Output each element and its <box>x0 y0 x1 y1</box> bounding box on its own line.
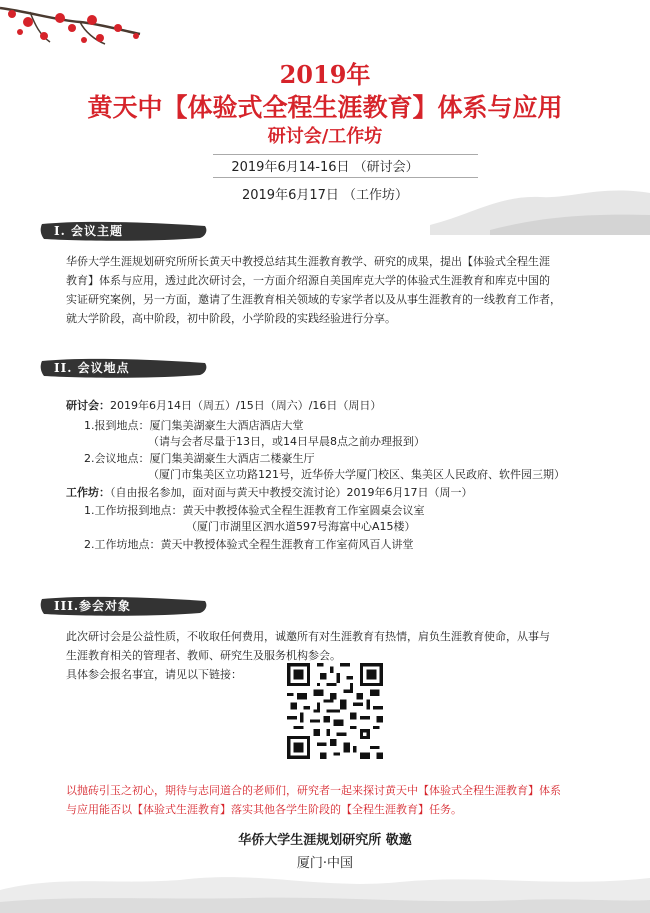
signature: 华侨大学生涯规划研究所 敬邀 <box>238 833 412 848</box>
paragraph-line: 生涯教育相关的管理者、教师、研究生及服务机构参会。 <box>66 649 341 662</box>
seminar-label: 研讨会： <box>66 399 110 412</box>
section-heading-3 <box>40 595 210 617</box>
workshop-date: 2019年6月17日 （工作坊） <box>241 188 409 203</box>
section-heading-label: II. 会议地点 <box>54 361 130 375</box>
paragraph-line: 华侨大学生涯规划研究所所长黄天中教授总结其生涯教育教学、研究的成果，提出【体验式全程生涯 <box>66 255 550 268</box>
section-heading-1 <box>40 220 210 242</box>
mountain-ink-decoration-bottom <box>0 840 650 913</box>
sub-title: 研讨会/工作坊 <box>267 126 383 147</box>
workshop-label: 工作坊： <box>66 486 110 499</box>
location: 厦门·中国 <box>296 856 354 871</box>
seminar-venue: 2.会议地点：厦门集美湖豪生大酒店二楼豪生厅 <box>84 452 315 465</box>
qr-code[interactable] <box>287 663 383 759</box>
section-heading-label: III.参会对象 <box>54 599 132 613</box>
workshop-line <box>66 485 473 501</box>
section-heading-label: I. 会议主题 <box>54 224 123 238</box>
seminar-date: 2019年6月14-16日 （研讨会） <box>231 160 419 175</box>
seminar-venue-note: （厦门市集美区立功路121号，近华侨大学厦门校区、集美区人民政府、软件园三期） <box>148 468 565 481</box>
workshop-desc: （自由报名参加，面对面与黄天中教授交流讨论）2019年6月17日（周一） <box>110 486 473 499</box>
paragraph-line: 就大学阶段，高中阶段，初中阶段，小学阶段的实践经验进行分享。 <box>66 312 396 325</box>
divider <box>213 177 478 178</box>
seminar-checkin: 1.报到地点：厦门集美湖豪生大酒店酒店大堂 <box>84 419 304 432</box>
section-heading-2 <box>40 357 210 379</box>
workshop-checkin: 1.工作坊报到地点：黄天中教授体验式全程生涯教育工作室圆桌会议室 <box>84 504 425 517</box>
main-title: 黄天中【体验式全程生涯教育】体系与应用 <box>87 93 563 122</box>
closing-line: 以抛砖引玉之初心，期待与志同道合的老师们，研究者一起来探讨黄天中【体验式全程生涯教育】体系 <box>66 784 561 797</box>
paragraph-line: 此次研讨会是公益性质，不收取任何费用，诚邀所有对生涯教育有热情，肩负生涯教育使命，从事与 <box>66 630 550 643</box>
section1-paragraph <box>66 252 606 328</box>
paragraph-line: 教育】体系与应用，透过此次研讨会，一方面介绍源自美国库克大学的体验式生涯教育和库克中国的 <box>66 274 550 287</box>
paragraph-line: 实证研究案例，另一方面，邀请了生涯教育相关领域的专家学者以及从事生涯教育的一线教育工作者， <box>66 293 561 306</box>
closing-line: 与应用能否以【体验式生涯教育】落实其他各学生阶段的【全程生涯教育】任务。 <box>66 803 462 816</box>
seminar-dates: 2019年6月14日（周五）/15日（周六）/16日（周日） <box>110 399 382 412</box>
workshop-checkin-note: （厦门市湖里区泗水道597号海富中心A15楼） <box>186 520 416 533</box>
signup-text: 具体参会报名事宜，请见以下链接： <box>66 668 242 681</box>
seminar-checkin-note: （请与会者尽量于13日，或14日早晨8点之前办理报到） <box>148 435 425 448</box>
year-title: 2019年 <box>279 60 371 89</box>
workshop-venue: 2.工作坊地点：黄天中教授体验式全程生涯教育工作室荷风百人讲堂 <box>84 538 414 551</box>
closing-paragraph <box>66 781 606 819</box>
plum-blossom-decoration <box>0 0 150 60</box>
divider <box>213 154 478 155</box>
seminar-line <box>66 398 381 414</box>
